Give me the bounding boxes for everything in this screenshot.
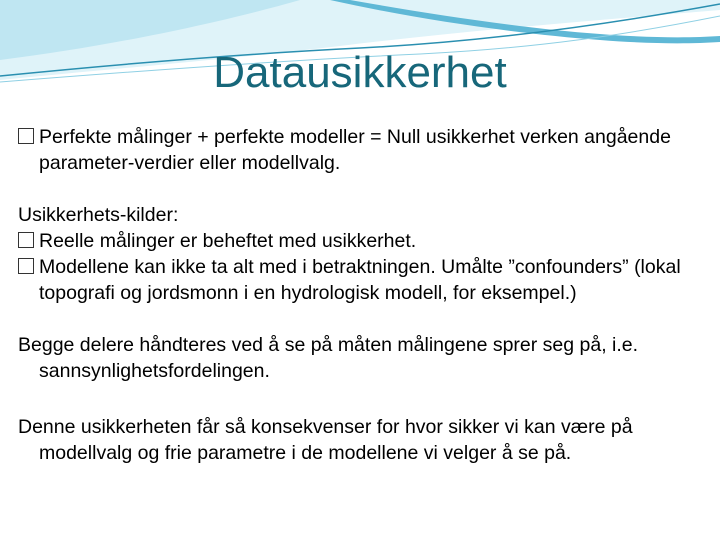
paragraph-text: Begge delere håndteres ved å se på måten målingene sprer seg på, i.e. sannsynlighetsfordelingen. (18, 334, 639, 382)
slide-title: Datausikkerhet (213, 48, 507, 97)
square-box-icon (18, 232, 34, 248)
bullet-item-real-measurements (18, 228, 708, 254)
paragraph-text: Usikkerhets-kilder: (18, 204, 179, 226)
bullet-item-perfect-measurements (18, 124, 708, 176)
slide-body (18, 124, 708, 466)
bullet-item-models (18, 254, 708, 306)
paragraph-both-handled (18, 332, 708, 384)
paragraph-consequences (18, 414, 708, 466)
paragraph-text: Reelle målinger er beheftet med usikkerhet. (39, 230, 417, 252)
paragraph-text: Perfekte målinger + perfekte modeller = Null usikkerhet verken angående parameter-verdier eller modellvalg. (39, 126, 671, 174)
paragraph-text: Modellene kan ikke ta alt med i betraktningen. Umålte ”confounders” (lokal topografi og jordsmonn i en hydrologisk modell, for eksempel.) (39, 256, 681, 304)
square-box-icon (18, 258, 34, 274)
square-box-icon (18, 128, 34, 144)
sources-heading (18, 202, 708, 228)
paragraph-text: Denne usikkerheten får så konsekvenser for hvor sikker vi kan være på modellvalg og frie parametre i de modellene vi velger å se på. (18, 416, 633, 464)
